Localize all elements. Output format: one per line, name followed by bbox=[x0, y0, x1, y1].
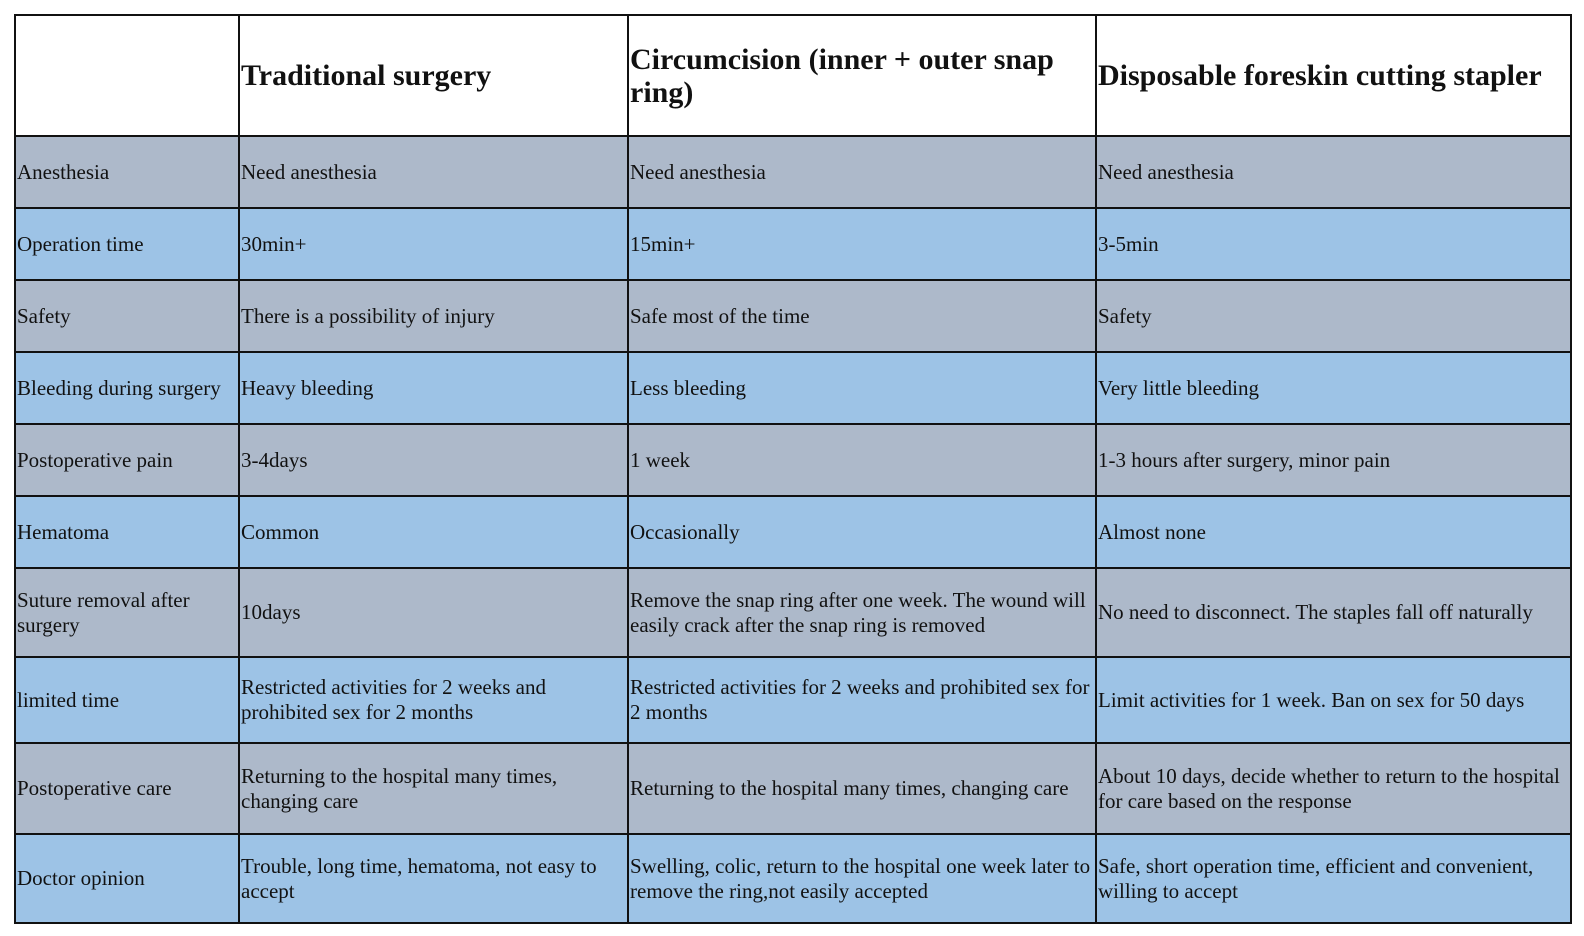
table-cell: Returning to the hospital many times, changing care bbox=[628, 743, 1096, 834]
row-label: Doctor opinion bbox=[15, 834, 239, 923]
table-row-suture-removal bbox=[15, 568, 1571, 657]
row-label: Bleeding during surgery bbox=[15, 352, 239, 424]
table-cell: Returning to the hospital many times, changing care bbox=[239, 743, 628, 834]
table-cell: Need anesthesia bbox=[628, 136, 1096, 208]
comparison-table bbox=[14, 14, 1572, 924]
table-row-bleeding bbox=[15, 352, 1571, 424]
row-label: Postoperative pain bbox=[15, 424, 239, 496]
row-label: Postoperative care bbox=[15, 743, 239, 834]
table-cell: 10days bbox=[239, 568, 628, 657]
row-label: Suture removal after surgery bbox=[15, 568, 239, 657]
table-row-anesthesia bbox=[15, 136, 1571, 208]
table-cell: 30min+ bbox=[239, 208, 628, 280]
row-label: Hematoma bbox=[15, 496, 239, 568]
table-cell: 1 week bbox=[628, 424, 1096, 496]
header-disposable-stapler: Disposable foreskin cutting stapler bbox=[1096, 15, 1571, 136]
table-cell: There is a possibility of injury bbox=[239, 280, 628, 352]
table-cell: Safe, short operation time, efficient and convenient, willing to accept bbox=[1096, 834, 1571, 923]
row-label: limited time bbox=[15, 657, 239, 743]
row-label: Safety bbox=[15, 280, 239, 352]
table-row-operation-time bbox=[15, 208, 1571, 280]
table-row-hematoma bbox=[15, 496, 1571, 568]
table-row-doctor-opinion bbox=[15, 834, 1571, 923]
table-cell: Limit activities for 1 week. Ban on sex for 50 days bbox=[1096, 657, 1571, 743]
table-cell: 1-3 hours after surgery, minor pain bbox=[1096, 424, 1571, 496]
row-label: Anesthesia bbox=[15, 136, 239, 208]
table-cell: Swelling, colic, return to the hospital one week later to remove the ring,not easily accepted bbox=[628, 834, 1096, 923]
table-row-postoperative-care bbox=[15, 743, 1571, 834]
table-cell: Heavy bleeding bbox=[239, 352, 628, 424]
table-cell: About 10 days, decide whether to return to the hospital for care based on the response bbox=[1096, 743, 1571, 834]
table-cell: Remove the snap ring after one week. The wound will easily crack after the snap ring is removed bbox=[628, 568, 1096, 657]
table-cell: Need anesthesia bbox=[239, 136, 628, 208]
table-row-postoperative-pain bbox=[15, 424, 1571, 496]
table-row-safety bbox=[15, 280, 1571, 352]
table-cell: Trouble, long time, hematoma, not easy to accept bbox=[239, 834, 628, 923]
table-cell: Common bbox=[239, 496, 628, 568]
comparison-table-container bbox=[14, 14, 1572, 924]
table-cell: Almost none bbox=[1096, 496, 1571, 568]
table-cell: Very little bleeding bbox=[1096, 352, 1571, 424]
header-row bbox=[15, 15, 1571, 136]
table-cell: Less bleeding bbox=[628, 352, 1096, 424]
header-circumcision-snap-ring: Circumcision (inner + outer snap ring) bbox=[628, 15, 1096, 136]
table-cell: Restricted activities for 2 weeks and prohibited sex for 2 months bbox=[239, 657, 628, 743]
table-cell: Restricted activities for 2 weeks and prohibited sex for 2 months bbox=[628, 657, 1096, 743]
table-cell: Safe most of the time bbox=[628, 280, 1096, 352]
table-cell: Need anesthesia bbox=[1096, 136, 1571, 208]
row-label: Operation time bbox=[15, 208, 239, 280]
header-corner-cell bbox=[15, 15, 239, 136]
table-cell: 3-5min bbox=[1096, 208, 1571, 280]
table-cell: 3-4days bbox=[239, 424, 628, 496]
table-cell: Safety bbox=[1096, 280, 1571, 352]
table-cell: Occasionally bbox=[628, 496, 1096, 568]
table-cell: 15min+ bbox=[628, 208, 1096, 280]
table-row-limited-time bbox=[15, 657, 1571, 743]
table-cell: No need to disconnect. The staples fall off naturally bbox=[1096, 568, 1571, 657]
header-traditional-surgery: Traditional surgery bbox=[239, 15, 628, 136]
